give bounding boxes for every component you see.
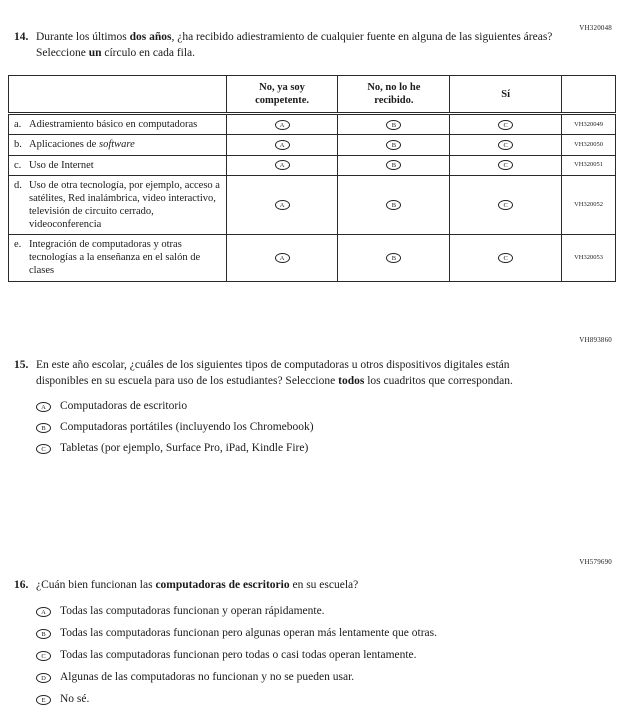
option-label: Algunas de las computadoras no funcionan y no se pueden usar. (60, 670, 355, 683)
answer-bubble-a[interactable]: A (275, 160, 290, 170)
row-code: VH320050 (562, 135, 616, 155)
answer-bubble-b[interactable]: B (36, 629, 51, 639)
answer-bubble-c[interactable]: C (498, 120, 513, 130)
question-15 (14, 358, 616, 463)
question-text (36, 30, 556, 61)
answer-bubble-b[interactable]: B (386, 200, 401, 210)
question-text-bold: dos años (129, 31, 172, 43)
question-text (36, 578, 358, 594)
question-15-options (36, 400, 616, 454)
question-14-response-table (8, 75, 616, 282)
row-label-cell (9, 114, 227, 135)
row-prefix: e. (14, 239, 22, 251)
answer-bubble-a[interactable]: A (275, 120, 290, 130)
row-prefix: b. (14, 139, 22, 151)
row-label-cell (9, 155, 227, 175)
answer-bubble-c[interactable]: C (36, 651, 51, 661)
option-b[interactable] (36, 627, 616, 639)
answer-bubble-b[interactable]: B (386, 253, 401, 263)
option-label: Computadoras de escritorio (60, 400, 188, 413)
option-label: Todas las computadoras funcionan pero algunas operan más lentamente que otras. (60, 626, 437, 639)
header-no-received: No, no lo he recibido. (338, 76, 450, 114)
item-code-q14: VH320048 (579, 24, 612, 32)
question-16 (14, 578, 616, 715)
question-text-part: círculo en cada fila. (101, 46, 196, 59)
header-code-empty (562, 76, 616, 114)
question-number: 15. (14, 359, 29, 371)
answer-bubble-b[interactable]: B (386, 120, 401, 130)
option-a[interactable] (36, 605, 616, 617)
row-label (29, 138, 135, 151)
answer-bubble-b[interactable]: B (36, 423, 51, 433)
row-label-cell (9, 135, 227, 155)
row-label-cell (9, 175, 227, 235)
option-c[interactable] (36, 442, 616, 454)
header-yes: Sí (450, 76, 562, 114)
row-label-cell (9, 235, 227, 281)
question-text-bold: todos (338, 374, 365, 387)
question-14 (14, 30, 616, 282)
option-b[interactable] (36, 421, 616, 433)
answer-bubble-e[interactable]: E (36, 695, 51, 705)
answer-bubble-a[interactable]: A (36, 607, 51, 617)
answer-bubble-b[interactable]: B (386, 140, 401, 150)
row-label: Uso de otra tecnología, por ejemplo, acceso a satélites, Red inalámbrica, video interactivo, televisión de circuito cerrado, videoconferencia (29, 179, 220, 231)
row-code: VH320049 (562, 114, 616, 135)
question-text-bold: un (88, 46, 102, 59)
answer-bubble-c[interactable]: C (498, 160, 513, 170)
question-text-part: los cuadritos que correspondan. (364, 374, 513, 387)
option-label: No sé. (60, 692, 90, 705)
question-text-part: en su escuela? (289, 579, 359, 591)
answer-bubble-a[interactable]: A (275, 140, 290, 150)
answer-bubble-a[interactable]: A (36, 402, 51, 412)
question-text-part: , ¿ha recibido adiestramiento de cualquier fuente en alguna de las siguientes áreas? Seleccione (36, 31, 553, 59)
answer-bubble-c[interactable]: C (498, 200, 513, 210)
option-label: Tabletas (por ejemplo, Surface Pro, iPad, Kindle Fire) (60, 442, 309, 455)
answer-bubble-c[interactable]: C (498, 140, 513, 150)
table-row (9, 114, 616, 135)
table-header-row (9, 76, 616, 114)
question-14-heading (14, 30, 616, 61)
answer-bubble-d[interactable]: D (36, 673, 51, 683)
row-prefix: c. (14, 159, 22, 171)
option-c[interactable] (36, 649, 616, 661)
header-no-competent: No, ya soy competente. (226, 76, 338, 114)
option-label: Todas las computadoras funcionan pero todas o casi todas operan lentamente. (60, 648, 417, 661)
row-label: Uso de Internet (29, 159, 94, 171)
table-row (9, 135, 616, 155)
answer-bubble-c[interactable]: C (498, 253, 513, 263)
question-text (36, 358, 514, 389)
table-row (9, 155, 616, 175)
option-a[interactable] (36, 400, 616, 412)
answer-bubble-a[interactable]: A (275, 253, 290, 263)
table-row (9, 235, 616, 281)
row-prefix: a. (14, 119, 22, 131)
row-code: VH320051 (562, 155, 616, 175)
option-label: Computadoras portátiles (incluyendo los Chromebook) (60, 421, 314, 434)
row-code: VH320053 (562, 235, 616, 281)
question-16-heading (14, 578, 616, 594)
question-number: 16. (14, 579, 29, 591)
row-label-part: Aplicaciones de (29, 139, 99, 151)
question-text-part: ¿Cuán bien funcionan las (36, 579, 156, 591)
question-text-bold: computadoras de escritorio (155, 579, 290, 591)
item-code-q16: VH579690 (579, 558, 612, 566)
answer-bubble-b[interactable]: B (386, 160, 401, 170)
row-code: VH320052 (562, 175, 616, 235)
question-16-options (36, 605, 616, 705)
option-d[interactable] (36, 671, 616, 683)
row-label: Adiestramiento básico en computadoras (29, 119, 198, 131)
question-number: 14. (14, 31, 29, 43)
question-text-part: Durante los últimos (36, 31, 130, 43)
row-label-italic: software (98, 139, 135, 151)
option-label: Todas las computadoras funcionan y operan rápidamente. (60, 604, 325, 617)
item-code-q15: VH893860 (579, 336, 612, 344)
option-e[interactable] (36, 693, 616, 705)
question-15-heading (14, 358, 616, 389)
header-empty (9, 76, 227, 114)
table-row (9, 175, 616, 235)
answer-bubble-a[interactable]: A (275, 200, 290, 210)
row-prefix: d. (14, 179, 22, 191)
question-text-part: En este año escolar, ¿cuáles de los siguientes tipos de computadoras u otros dispositivos digitales están disponibles en su escuela para uso de los estudiantes? Seleccione (36, 359, 510, 387)
answer-bubble-c[interactable]: C (36, 444, 51, 454)
row-label: Integración de computadoras y otras tecnologías a la enseñanza en el salón de clases (29, 239, 201, 277)
